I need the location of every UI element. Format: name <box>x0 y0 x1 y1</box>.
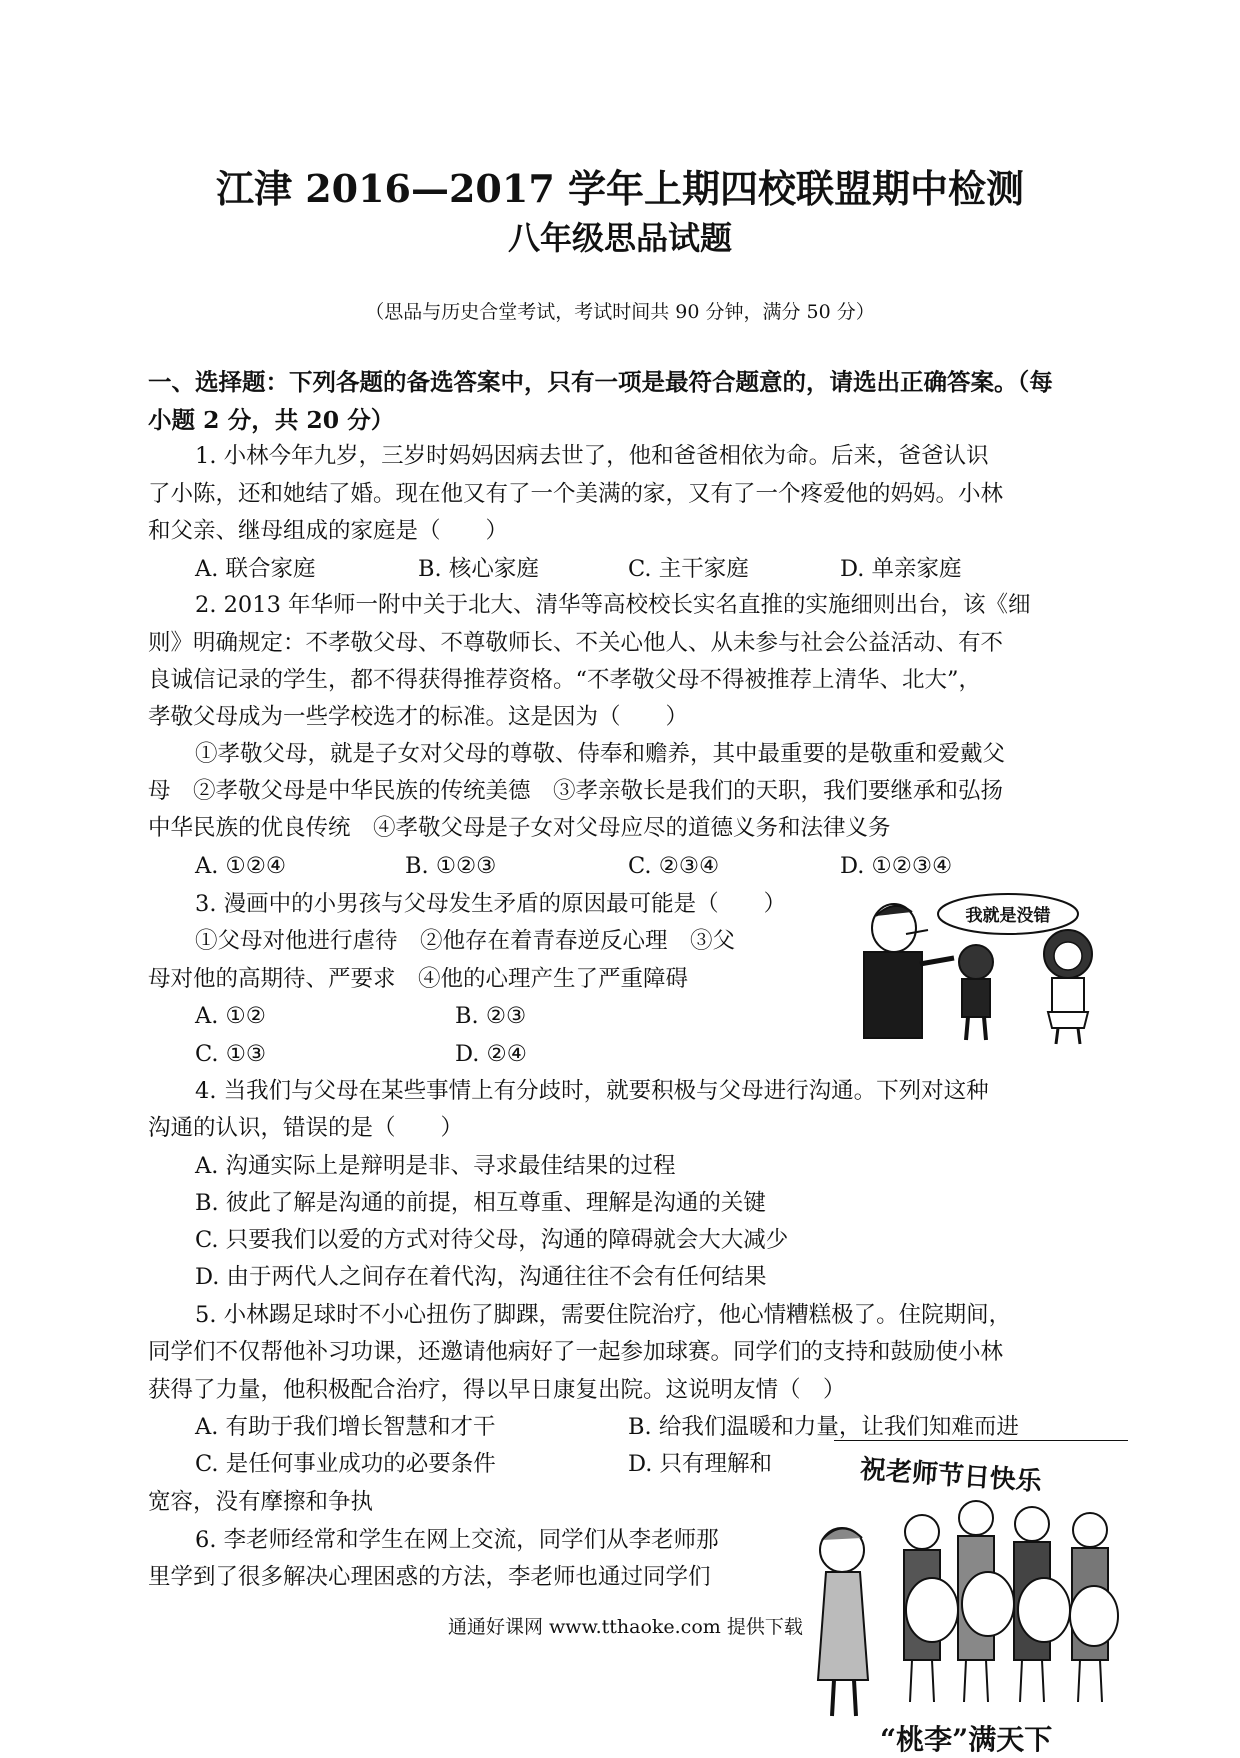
q6-line: 6. 李老师经常和学生在网上交流，同学们从李老师那 <box>195 1527 719 1553</box>
q2-line: 母 ②孝敬父母是中华民族的传统美德 ③孝亲敬长是我们的天职，我们要继承和弘扬 <box>148 778 1004 804</box>
q5-line: 5. 小林踢足球时不小心扭伤了脚踝，需要住院治疗，他心情糟糕极了。住院期间， <box>195 1302 1012 1328</box>
q6-line: 里学到了很多解决心理困惑的方法，李老师也通过同学们 <box>148 1564 711 1590</box>
q1-line: 和父亲、继母组成的家庭是（ ） <box>148 518 509 544</box>
q5-option-b: B. 给我们温暖和力量，让我们知难而进 <box>628 1414 1019 1440</box>
q2-line: 2. 2013 年华师一附中关于北大、清华等高校校长实名直推的实施细则出台，该《细 <box>195 592 1031 618</box>
q3-line: 母对他的高期待、严要求 ④他的心理产生了严重障碍 <box>148 966 689 992</box>
q4-option-c: C. 只要我们以爱的方式对待父母，沟通的障碍就会大大减少 <box>195 1227 789 1253</box>
q1-option-a: A. 联合家庭 <box>195 556 316 582</box>
q3-line: 3. 漫画中的小男孩与父母发生矛盾的原因最可能是（ ） <box>195 891 787 917</box>
q3-option-a: A. ①② <box>195 1003 266 1029</box>
q4-line: 沟通的认识，错误的是（ ） <box>148 1115 464 1141</box>
cartoon-caption: “桃李”满天下 <box>880 1723 1053 1756</box>
q1-option-d: D. 单亲家庭 <box>840 556 962 582</box>
q2-line: 孝敬父母成为一些学校选才的标准。这是因为（ ） <box>148 704 689 730</box>
q2-option-d: D. ①②③④ <box>840 853 953 879</box>
q3-option-c: C. ①③ <box>195 1041 267 1067</box>
cartoon-speech-text: 我就是没错 <box>965 906 1051 926</box>
exam-note: （思品与历史合堂考试，考试时间共 90 分钟，满分 50 分） <box>365 301 875 323</box>
q2-option-a: A. ①②④ <box>195 853 287 879</box>
q5-option-c: C. 是任何事业成功的必要条件 <box>195 1451 496 1477</box>
q5-line: 同学们不仅帮他补习功课，还邀请他病好了一起参加球赛。同学们的支持和鼓励使小林 <box>148 1339 1004 1365</box>
family-conflict-cartoon <box>836 890 1126 1048</box>
q1-line: 1. 小林今年九岁，三岁时妈妈因病去世了，他和爸爸相依为命。后来，爸爸认识 <box>195 443 989 469</box>
cartoon-title: 祝老师节日快乐 <box>859 1454 1043 1498</box>
q3-option-b: B. ②③ <box>455 1003 527 1029</box>
q4-line: 4. 当我们与父母在某些事情上有分歧时，就要积极与父母进行沟通。下列对这种 <box>195 1078 989 1104</box>
q2-line: ①孝敬父母，就是子女对父母的尊敬、侍奉和赡养，其中最重要的是敬重和爱戴父 <box>195 741 1006 767</box>
q2-line: 中华民族的优良传统 ④孝敬父母是子女对父母应尽的道德义务和法律义务 <box>148 815 891 841</box>
q4-option-a: A. 沟通实际上是辩明是非、寻求最佳结果的过程 <box>195 1153 676 1179</box>
q3-option-d: D. ②④ <box>455 1041 527 1067</box>
q2-line: 则》明确规定：不孝敬父母、不尊敬师长、不关心他人、从未参与社会公益活动、有不 <box>148 630 1004 656</box>
q5-option-d: D. 只有理解和 <box>628 1451 773 1477</box>
page-footer: 通通好课网 www.tthaoke.com 提供下载 <box>448 1616 803 1638</box>
q4-option-d: D. 由于两代人之间存在着代沟，沟通往往不会有任何结果 <box>195 1264 767 1290</box>
q5-option-d-continued: 宽容，没有摩擦和争执 <box>148 1489 374 1515</box>
q1-option-c: C. 主干家庭 <box>628 556 749 582</box>
section-heading-line2: 小题 2 分，共 20 分） <box>148 406 395 434</box>
q2-option-b: B. ①②③ <box>405 853 497 879</box>
q2-line: 良诚信记录的学生，都不得获得推荐资格。“不孝敬父母不得被推荐上清华、北大”， <box>148 667 982 693</box>
q5-line: 获得了力量，他积极配合治疗，得以早日康复出院。这说明友情（ ） <box>148 1377 846 1403</box>
q3-line: ①父母对他进行虐待 ②他存在着青春逆反心理 ③父 <box>195 928 736 954</box>
q5-option-a: A. 有助于我们增长智慧和才干 <box>195 1414 496 1440</box>
exam-title: 江津 2016—2017 学年上期四校联盟期中检测 <box>216 166 1024 211</box>
exam-subtitle: 八年级思品试题 <box>507 219 732 257</box>
q1-line: 了小陈，还和她结了婚。现在他又有了一个美满的家，又有了一个疼爱他的妈妈。小林 <box>148 481 1004 507</box>
section-heading-line1: 一、选择题：下列各题的备选答案中，只有一项是最符合题意的，请选出正确答案。（每 <box>148 368 1053 396</box>
q4-option-b: B. 彼此了解是沟通的前提，相互尊重、理解是沟通的关键 <box>195 1190 766 1216</box>
q2-option-c: C. ②③④ <box>628 853 720 879</box>
q1-option-b: B. 核心家庭 <box>418 556 539 582</box>
